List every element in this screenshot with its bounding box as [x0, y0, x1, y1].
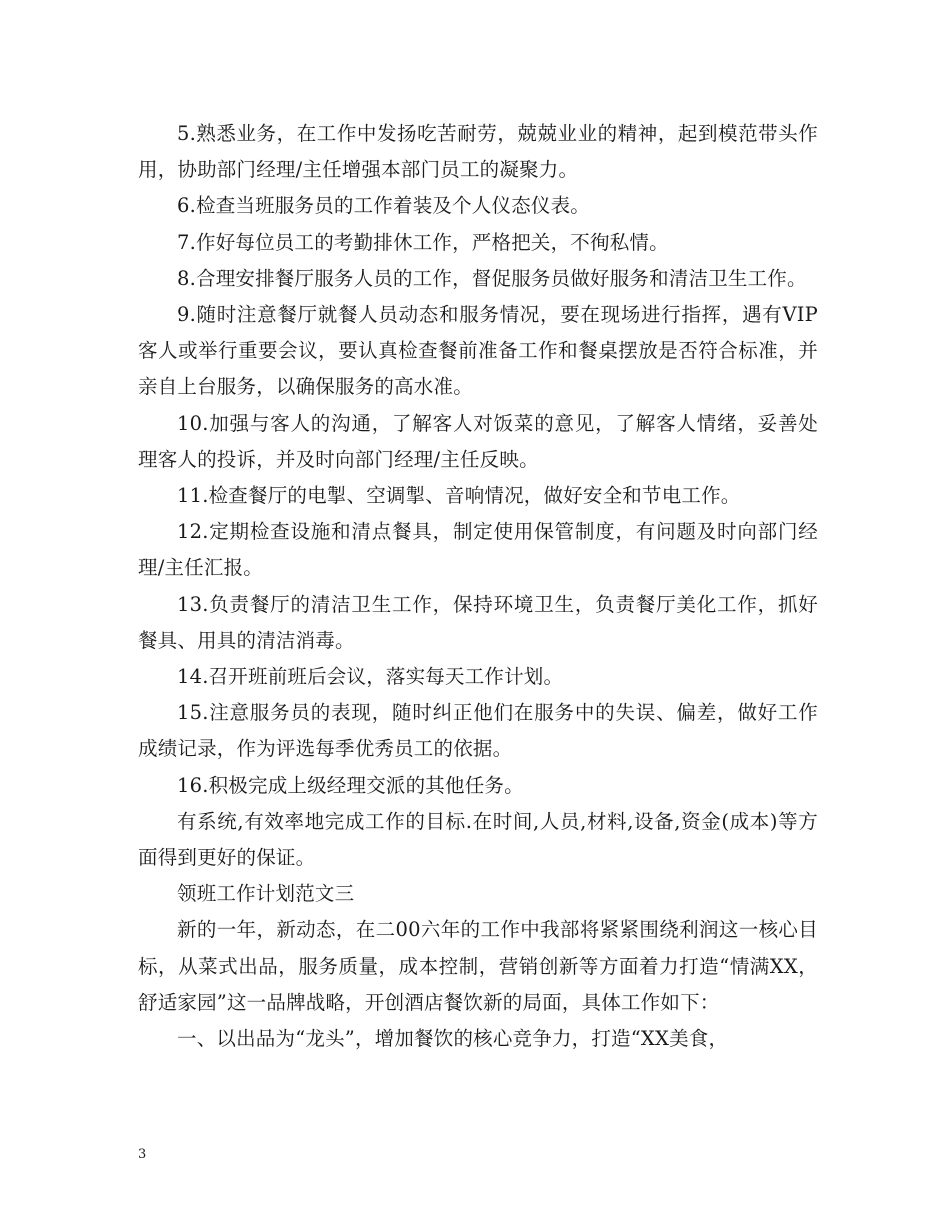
paragraph-item-14: 14.召开班前班后会议，落实每天工作计划。: [177, 665, 564, 689]
paragraph-item-12: 12.定期检查设施和清点餐具，制定使用保管制度，有问题及时向部门经理/主任汇报。: [138, 520, 818, 580]
paragraph-item-9: 9.随时注意餐厅就餐人员动态和服务情况，要在现场进行指挥，遇有VIP客人或举行重要会议，要认真检查餐前准备工作和餐桌摆放是否符合标准，并亲自上台服务，以确保服务的高水准。: [138, 303, 818, 399]
paragraph-item-6: 6.检查当班服务员的工作着装及个人仪态仪表。: [177, 194, 591, 218]
paragraph-item-7: 7.作好每位员工的考勤排休工作，严格把关，不徇私情。: [177, 230, 669, 254]
paragraph-item-16: 16.积极完成上级经理交派的其他任务。: [177, 773, 524, 797]
paragraph-section-one: 一、以出品为“龙头”，增加餐饮的核心竞争力，打造“XX美食，: [177, 1027, 729, 1051]
document-body: [138, 116, 818, 1057]
paragraph-item-13: 13.负责餐厅的清洁卫生工作，保持环境卫生，负责餐厅美化工作，抓好餐具、用具的清洁消毒。: [138, 592, 818, 652]
paragraph-intro: 新的一年，新动态，在二00六年的工作中我部将紧紧围绕利润这一核心目标，从菜式出品，服务质量，成本控制，营销创新等方面着力打造“情满XX，舒适家园”这一品牌战略，开创酒店餐饮新的局面，具体工作如下：: [138, 918, 818, 1014]
page-number: 3: [138, 1147, 147, 1162]
paragraph-item-10: 10.加强与客人的沟通，了解客人对饭菜的意见，了解客人情绪，妥善处理客人的投诉，并及时向部门经理/主任反映。: [138, 411, 818, 471]
paragraph-item-11: 11.检查餐厅的电掣、空调掣、音响情况，做好安全和节电工作。: [177, 484, 741, 508]
paragraph-summary: 有系统,有效率地完成工作的目标.在时间,人员,材料,设备,资金(成本)等方面得到更好的保证。: [138, 809, 818, 870]
paragraph-item-8: 8.合理安排餐厅服务人员的工作，督促服务员做好服务和清洁卫生工作。: [177, 266, 807, 290]
paragraph-item-5: 5.熟悉业务，在工作中发扬吃苦耐劳，兢兢业业的精神，起到模范带头作用，协助部门经理/主任增强本部门员工的凝聚力。: [138, 122, 818, 182]
section-heading: 领班工作计划范文三: [177, 882, 355, 906]
paragraph-item-15: 15.注意服务员的表现，随时纠正他们在服务中的失误、偏差，做好工作成绩记录，作为评选每季优秀员工的依据。: [138, 701, 818, 761]
